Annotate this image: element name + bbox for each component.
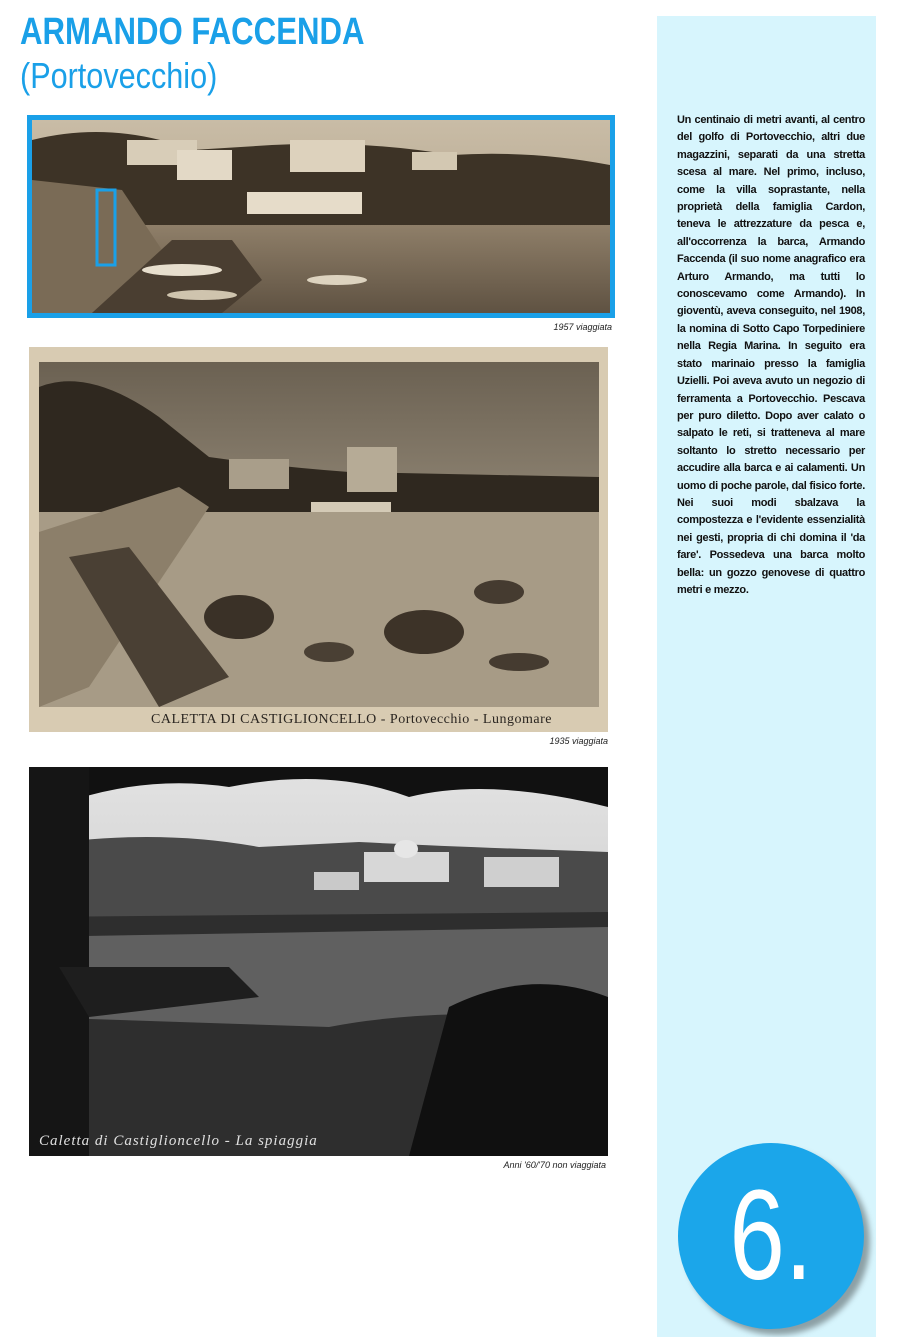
body-text	[677, 112, 865, 599]
photo-3-image	[29, 767, 608, 1156]
photo-3-printed-caption: Caletta di Castiglioncello - La spiaggia	[39, 1133, 318, 1149]
photo-2-printed-caption: CALETTA DI CASTIGLIONCELLO - Portovecchio - Lungomare	[151, 712, 552, 727]
page-number: 6.	[729, 1164, 813, 1307]
photo-1	[32, 120, 610, 313]
photo-2	[29, 347, 608, 732]
photo-3	[29, 767, 608, 1156]
body-paragraph: Un centinaio di metri avanti, al centro del golfo di Portovecchio, altri due magazzini, separati da una stretta scesa al mare. Nel primo, incluso, come la villa soprastante, nella proprietà della famiglia Cardon, teneva le attrezzature da pesca e, all'occorrenza la barca, Armando Faccenda (il suo nome anagrafico era Arturo Armando, ma tutti lo conoscevamo come Armando). In gioventù, aveva conseguito, nel 1908, la nomina di Sotto Capo Torpediniere nella Regia Marina. In seguito era stato marinaio presso la famiglia Uzielli. Poi aveva avuto un negozio di ferramenta a Portovecchio. Pescava per puro diletto. Dopo aver calato o salpato le reti, si tratteneva al mare soltanto lo stretto necessario per accudire alla barca e ai calamenti. Un uomo di poche parole, dal fisico forte. Nei suoi modi sbalzava la compostezza e l'evidente essenzialità nei gesti, propria di chi domina il 'da fare'. Possedeva una barca molto bella: un gozzo genovese di quattro metri e mezzo.	[677, 114, 865, 596]
photo-2-image	[29, 347, 608, 732]
photo-2-caption: 1935 viaggiata	[549, 736, 608, 746]
page-subtitle: (Portovecchio)	[20, 55, 218, 96]
photo-1-image	[32, 120, 610, 313]
photo-1-caption: 1957 viaggiata	[553, 322, 612, 332]
page-title: ARMANDO FACCENDA	[20, 11, 365, 53]
photo-3-caption: Anni '60/'70 non viaggiata	[503, 1160, 606, 1170]
